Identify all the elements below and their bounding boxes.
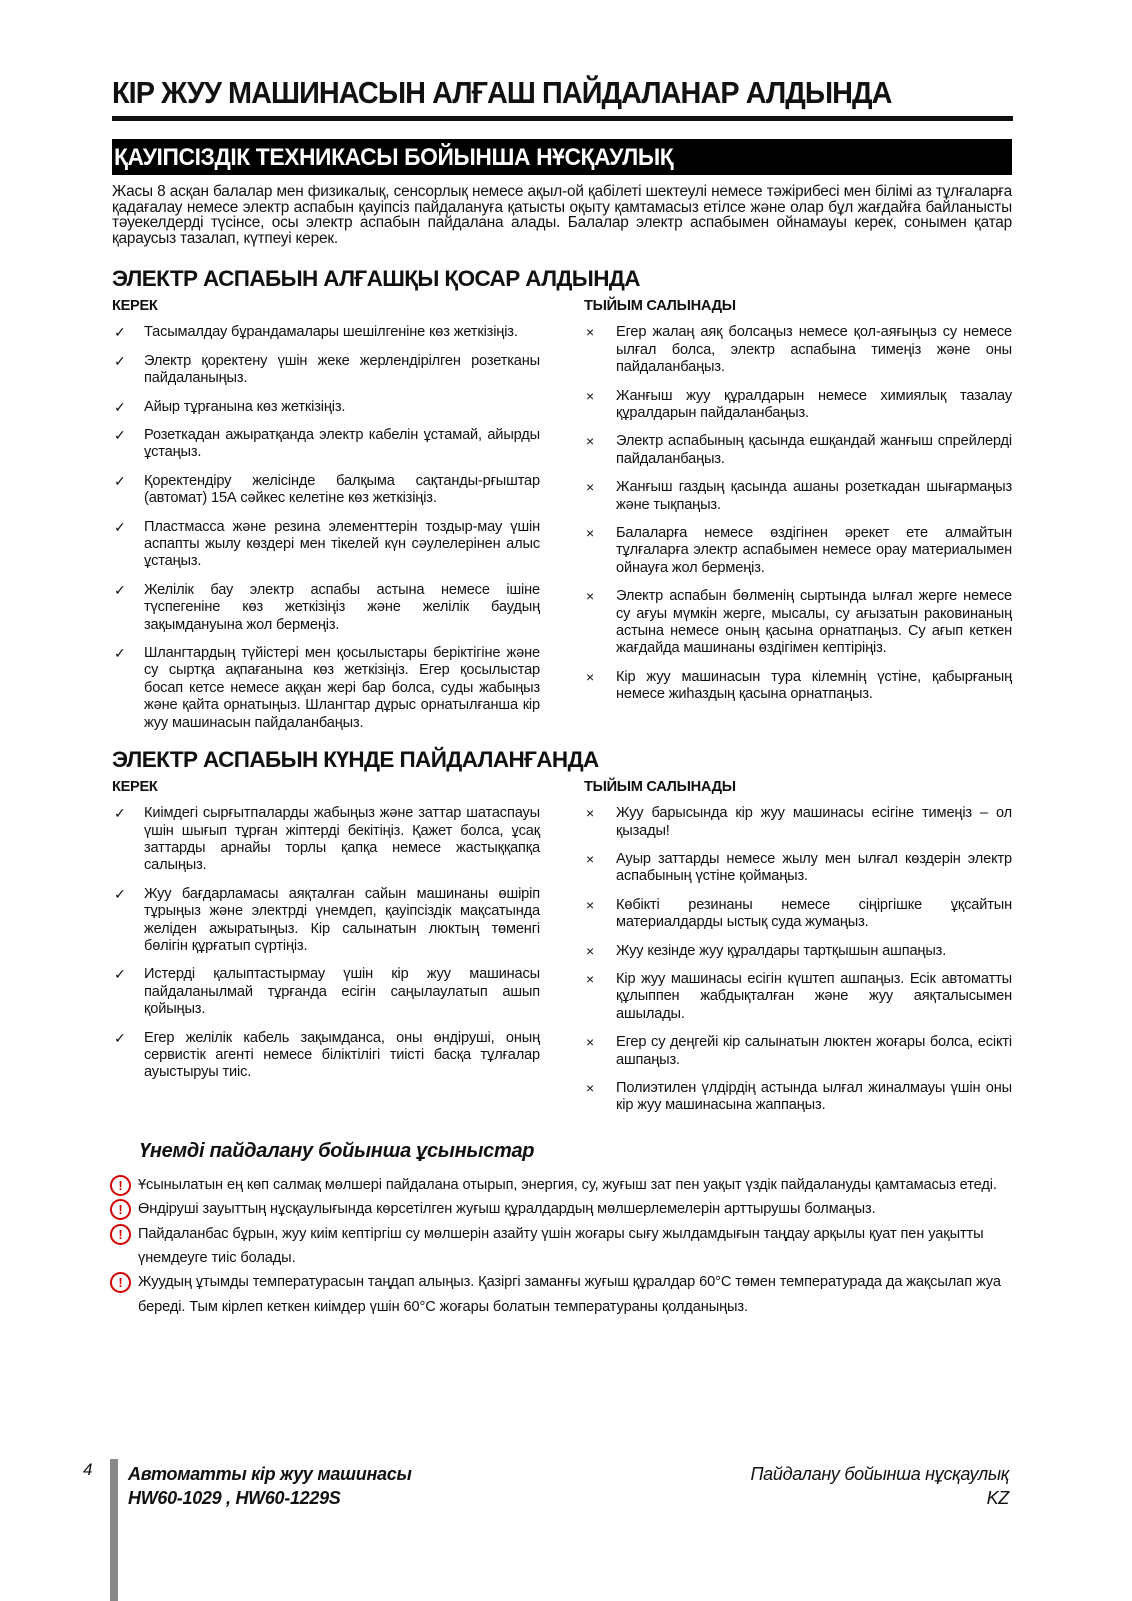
- item-text: Айыр тұрғанына көз жеткізіңіз.: [144, 398, 346, 415]
- warning-icon: !: [110, 1199, 131, 1220]
- item-text: Пластмасса және резина элементтерін тоздыр-мау үшін аспапты жылу көздері мен тікелей күн сәулелерінен алыс ұстаңыз.: [144, 518, 540, 570]
- cross-icon: ×: [586, 850, 595, 867]
- do-item: [112, 886, 540, 956]
- item-text: Егер су деңгейі кір салынатын люктен жоғары болса, есікті ашпаңыз.: [616, 1034, 1012, 1068]
- item-text: Қоректендіру желісінде балқыма сақтанды-рғыштар (автомат) 15А сәйкес келетіне көз жеткізіңіз.: [144, 472, 540, 507]
- cross-icon: ×: [586, 942, 595, 959]
- do-item: [112, 805, 540, 875]
- eco-tip-text: Өндіруші зауыттың нұсқаулығында көрсетілген жуғыш құралдардың мөлшерлемелерін арттырушы болмаңыз.: [138, 1201, 876, 1218]
- checkmark-icon: ✓: [114, 885, 126, 902]
- section1-do-head: КЕРЕК: [112, 298, 158, 315]
- dont-item: [584, 588, 1012, 658]
- dont-item: [584, 1034, 1012, 1069]
- item-text: Электр аспабының қасында ешқандай жанғыш спрейлерді пайдаланбаңыз.: [616, 433, 1012, 467]
- do-item: [112, 324, 540, 341]
- section1-title: ЭЛЕКТР АСПАБЫН АЛҒАШҚЫ ҚОСАР АЛДЫНДА: [112, 266, 640, 292]
- cross-icon: ×: [586, 970, 595, 987]
- checkmark-icon: ✓: [114, 427, 126, 443]
- section2-dont-head: ТЫЙЫМ САЛЫНАДЫ: [584, 779, 736, 796]
- dont-item: [584, 897, 1012, 932]
- item-text: Кір жуу машинасы есігін күштеп ашпаңыз. Есік автоматты құлыппен жабдықталған және жуу аяқталысымен ашылады.: [616, 970, 1012, 1022]
- checkmark-icon: ✓: [114, 645, 126, 662]
- footer-product: [128, 1462, 412, 1510]
- item-text: Тасымалдау бұрандамалары шешілгеніне көз жеткізіңіз.: [144, 324, 518, 341]
- item-text: Ауыр заттарды немесе жылу мен ылғал көздерін электр аспабының үстіне қоймаңыз.: [616, 850, 1012, 885]
- section1-do-list: [112, 324, 540, 732]
- section1-do-column: [112, 298, 540, 743]
- section2-do-list: [112, 805, 540, 1082]
- section1-dont-list: [584, 324, 1012, 703]
- dont-item: [584, 433, 1012, 468]
- cross-icon: ×: [586, 1079, 595, 1096]
- dont-item: [584, 388, 1012, 423]
- eco-tip: [112, 1222, 1012, 1271]
- item-text: Истерді қалыптастырмау үшін кір жуу машинасы пайдаланылмай тұрғанда есігін саңылаулатып ашып қойыңыз.: [144, 966, 540, 1018]
- dont-item: [584, 943, 1012, 960]
- item-text: Көбікті резинаны немесе сіңіргішке ұқсайтын материалдарды ыстық суда жумаңыз.: [616, 896, 1012, 931]
- section2-columns: [112, 779, 1012, 1126]
- section1-columns: [112, 298, 1012, 743]
- cross-icon: ×: [586, 479, 595, 496]
- item-text: Киімдегі сырғытпаларды жабыңыз және заттар шатаспауы үшін шығып тұрған жіптерді бекітіңіз. Қажет болса, ұсақ заттарды арнайы торлы қапқа немесе жастыққапқа салыңыз.: [144, 805, 540, 874]
- section2-do-column: [112, 779, 540, 1126]
- title-rule: [112, 116, 1013, 121]
- section2-dont-list: [584, 805, 1012, 1115]
- eco-tip-text: Ұсынылатын ең көп салмақ мөлшері пайдалана отырып, энергия, су, жуғыш зат пен уақыт үздік пайдалануды қамтамасыз етеді.: [138, 1176, 997, 1193]
- cross-icon: ×: [586, 525, 595, 542]
- dont-item: [584, 525, 1012, 577]
- cross-icon: ×: [586, 805, 595, 822]
- do-item: [112, 399, 540, 416]
- safety-banner: [112, 139, 1012, 175]
- page-number: 4: [83, 1460, 93, 1479]
- footer-bar: [110, 1459, 118, 1601]
- dont-item: [584, 851, 1012, 886]
- do-item: [112, 353, 540, 388]
- cross-icon: ×: [586, 433, 595, 450]
- eco-tip: [112, 1197, 1012, 1221]
- item-text: Жанғыш газдың қасында ашаны розеткадан шығармаңыз және тықпаңыз.: [616, 479, 1012, 513]
- item-text: Жуу барысында кір жуу машинасы есігіне тимеңіз – ол қызады!: [616, 805, 1012, 839]
- eco-tip-text: Пайдаланбас бұрын, жуу киім кептіргіш су мөлшерін азайту үшін жоғары сығу жылдамдығын таңдау арқылы қуат пен уақытты үнемдеуге тиіс болады.: [138, 1225, 984, 1266]
- item-text: Полиэтилен үлдірдің астында ылғал жиналмауы үшін оны кір жуу машинасына жаппаңыз.: [616, 1079, 1012, 1114]
- eco-tips-list: [112, 1173, 1012, 1319]
- checkmark-icon: ✓: [114, 1029, 126, 1046]
- checkmark-icon: ✓: [114, 398, 126, 415]
- dont-item: [584, 324, 1012, 376]
- footer-language: KZ: [986, 1488, 1009, 1508]
- cross-icon: ×: [586, 324, 595, 341]
- checkmark-icon: ✓: [114, 966, 126, 983]
- checkmark-icon: ✓: [114, 518, 126, 535]
- do-item: [112, 427, 540, 462]
- item-text: Кір жуу машинасын тура кілемнің үстіне, қабырғаның немесе жиһаздың қасына орнатпаңыз.: [616, 668, 1012, 703]
- footer-manual: [750, 1462, 1009, 1510]
- item-text: Электр қоректену үшін жеке жерлендірілген розетканы пайдаланыңыз.: [144, 352, 540, 387]
- item-text: Шлангтардың түйістері мен қосылыстары беріктігіне және су сыртқа ақпағанына көз жеткізіңіз. Егер қосылыстар босап кетсе немесе аққан жері бар болса, суды жабыңыз және қайта орнатыңыз. Шлангтар дұрыс орнатылғанша кір жуу машинасын пайдаланбаңыз.: [144, 645, 540, 731]
- do-item: [112, 473, 540, 508]
- cross-icon: ×: [586, 387, 595, 404]
- do-item: [112, 645, 540, 732]
- checkmark-icon: ✓: [114, 352, 126, 369]
- do-item: [112, 966, 540, 1018]
- cross-icon: ×: [586, 1034, 595, 1051]
- safety-banner-text: ҚАУІПСІЗДІК ТЕХНИКАСЫ БОЙЫНША НҰСҚАУЛЫҚ: [114, 144, 674, 171]
- dont-item: [584, 971, 1012, 1023]
- warning-icon: !: [110, 1175, 131, 1196]
- item-text: Желілік бау электр аспабы астына немесе ішіне түспегеніне көз жеткізіңіз және желілік баудың зақымдануына жол бермеңіз.: [144, 581, 540, 633]
- section1-dont-head: ТЫЙЫМ САЛЫНАДЫ: [584, 298, 736, 315]
- item-text: Электр аспабын бөлменің сыртында ылғал жерге немесе су ағуы мүмкін жерге, мысалы, су ағызатын раковинаның астына немесе оның қасына орнатпаңыз. Су ағып кеткен жағдайда машинаны өздігімен кептіріңіз.: [616, 588, 1012, 657]
- intro-paragraph: Жасы 8 асқан балалар мен физикалық, сенсорлық немесе ақыл-ой қабілеті шектеулі немесе тәжірибесі мен білімі аз тұлғаларға қадағалау немесе электр аспабын қауіпсіз пайдалануға қатысты оқыту қамтамасыз етілсе және олар бұл жағдайға байланысты тәуекелдерді түсінсе, осы электр аспабын пайдалана алады. Балалар электр аспабымен ойнамауы керек, сонымен қатар қараусыз тазалап, күтпеуі керек.: [112, 183, 1012, 247]
- item-text: Жуу кезінде жуу құралдары тартқышын ашпаңыз.: [616, 942, 947, 959]
- dont-item: [584, 1080, 1012, 1115]
- cross-icon: ×: [586, 668, 595, 685]
- item-text: Балаларға немесе өздігінен әрекет ете алмайтын тұлғаларға электр аспабымен немесе орау материалымен ойнауға жол бермеңіз.: [616, 525, 1012, 576]
- eco-title: Үнемді пайдалану бойынша ұсыныстар: [139, 1139, 535, 1162]
- page: [112, 70, 1012, 1319]
- do-item: [112, 582, 540, 634]
- warning-icon: !: [110, 1272, 131, 1293]
- do-item: [112, 1030, 540, 1082]
- section2-title: ЭЛЕКТР АСПАБЫН КҮНДЕ ПАЙДАЛАНҒАНДА: [112, 747, 599, 773]
- checkmark-icon: ✓: [114, 472, 126, 489]
- cross-icon: ×: [586, 896, 595, 913]
- do-item: [112, 519, 540, 571]
- section2-dont-column: [584, 779, 1012, 1126]
- footer-model: HW60-1029 , HW60-1229S: [128, 1488, 341, 1508]
- page-title: КІР ЖУУ МАШИНАСЫН АЛҒАШ ПАЙДАЛАНАР АЛДЫНДА: [112, 75, 892, 110]
- eco-tip: [112, 1270, 1012, 1319]
- cross-icon: ×: [586, 588, 595, 605]
- eco-tip: [112, 1173, 1012, 1197]
- item-text: Егер желілік кабель зақымданса, оны өндіруші, оның сервистік агенті немесе біліктілігі тиісті басқа тұлғалар ауыстыруы тиіс.: [144, 1029, 540, 1081]
- warning-icon: !: [110, 1224, 131, 1245]
- item-text: Егер жалаң аяқ болсаңыз немесе қол-аяғыңыз су немесе ылғал болса, электр аспабына тимеңіз және оны пайдаланбаңыз.: [616, 324, 1012, 376]
- dont-item: [584, 669, 1012, 704]
- checkmark-icon: ✓: [114, 581, 126, 598]
- footer-manual-title: Пайдалану бойынша нұсқаулық: [750, 1464, 1009, 1484]
- item-text: Жуу бағдарламасы аяқталған сайын машинаны өшіріп тұрыңыз және электрді үнемдеп, қауіпсіздік мақсатында желіден ажыратыңыз. Кір салынатын люктың төменгі бөлігін құрғатып сүртіңіз.: [144, 885, 540, 954]
- eco-tip-text: Жуудың ұтымды температурасын таңдап алыңыз. Қазіргі заманғы жуғыш құралдар 60°С төмен температурада да жақсылап жуа береді. Тым кірлеп кеткен киімдер үшін 60°С жоғары болатын температураны қолданыңыз.: [138, 1274, 1001, 1315]
- item-text: Жанғыш жуу құралдарын немесе химиялық тазалау құралдарын пайдаланбаңыз.: [616, 387, 1012, 421]
- item-text: Розеткадан ажыратқанда электр кабелін ұстамай, айырды ұстаңыз.: [144, 427, 540, 461]
- footer-product-name: Автоматты кір жуу машинасы: [128, 1464, 412, 1484]
- checkmark-icon: ✓: [114, 324, 126, 341]
- dont-item: [584, 479, 1012, 514]
- section2-do-head: КЕРЕК: [112, 779, 158, 796]
- checkmark-icon: ✓: [114, 805, 126, 822]
- section1-dont-column: [584, 298, 1012, 743]
- dont-item: [584, 805, 1012, 840]
